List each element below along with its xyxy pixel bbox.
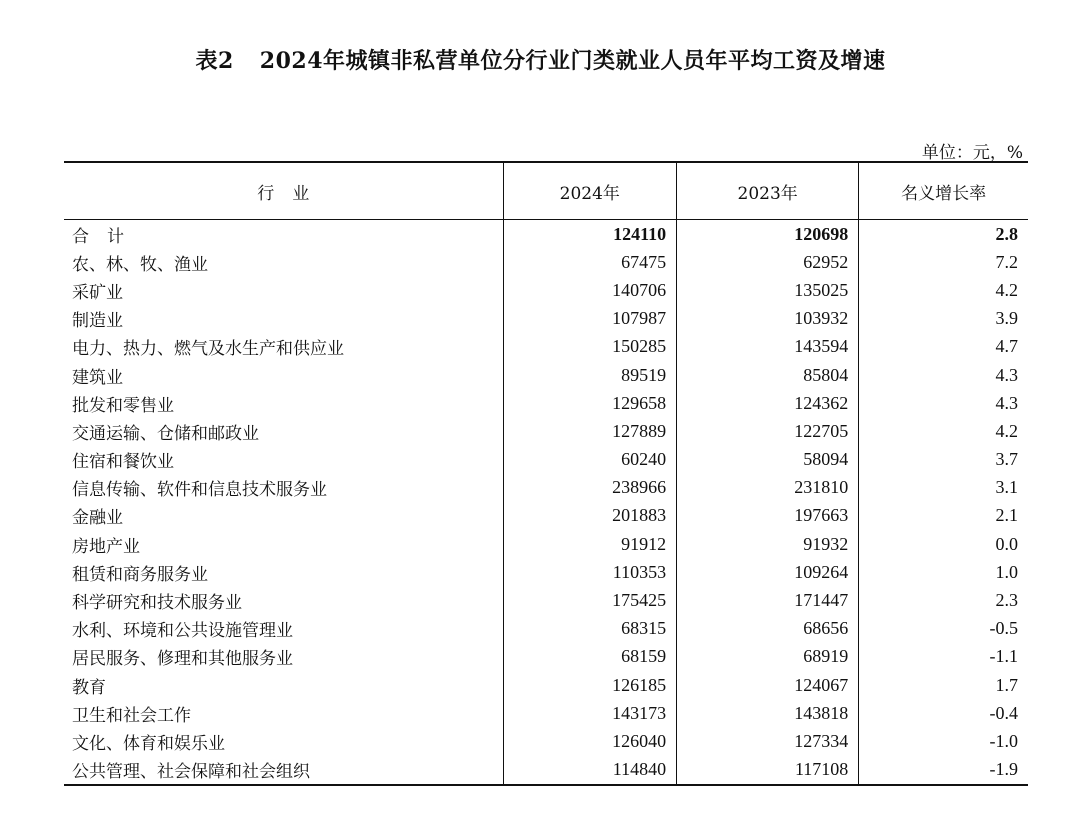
wage-2023-cell: 68919 (677, 643, 859, 671)
industry-cell (64, 361, 503, 389)
wage-2023-cell: 122705 (677, 417, 859, 445)
industry-name: 科学研究和技术服务业 (72, 593, 242, 614)
growth-rate-cell: 3.9 (859, 305, 1028, 333)
total-row (64, 220, 1028, 249)
wage-2024-cell: 140706 (503, 276, 677, 304)
wage-2023-cell: 68656 (677, 615, 859, 643)
industry-cell (64, 417, 503, 445)
industry-cell (64, 530, 503, 558)
table-title (0, 44, 1081, 75)
table-row (64, 671, 1028, 699)
wage-2024-cell: 107987 (503, 305, 677, 333)
wage-2023-cell: 109264 (677, 558, 859, 586)
wage-2024-cell: 126185 (503, 671, 677, 699)
wage-2024-cell: 68315 (503, 615, 677, 643)
growth-rate-cell: 4.7 (859, 333, 1028, 361)
wage-2023-cell: 103932 (677, 305, 859, 333)
wage-2024-cell: 127889 (503, 417, 677, 445)
wage-2023-cell: 120698 (677, 220, 859, 249)
industry-cell (64, 220, 503, 249)
wage-2023-cell: 197663 (677, 502, 859, 530)
industry-name: 公共管理、社会保障和社会组织 (72, 762, 310, 783)
industry-cell (64, 699, 503, 727)
table-row (64, 530, 1028, 558)
industry-cell (64, 756, 503, 785)
industry-cell (64, 615, 503, 643)
table-row (64, 333, 1028, 361)
industry-cell (64, 446, 503, 474)
header-2023: 2023年 (677, 162, 859, 220)
industry-name: 批发和零售业 (72, 395, 174, 416)
industry-name: 文化、体育和娱乐业 (72, 733, 225, 754)
table-row (64, 586, 1028, 614)
table-row (64, 248, 1028, 276)
industry-cell (64, 248, 503, 276)
wage-2024-cell: 175425 (503, 586, 677, 614)
wage-2024-cell: 67475 (503, 248, 677, 276)
wage-2023-cell: 91932 (677, 530, 859, 558)
growth-rate-cell: -1.9 (859, 756, 1028, 785)
wage-2024-cell: 126040 (503, 727, 677, 755)
growth-rate-cell: 2.1 (859, 502, 1028, 530)
industry-name: 居民服务、修理和其他服务业 (72, 649, 293, 670)
industry-name: 水利、环境和公共设施管理业 (72, 621, 293, 642)
wage-2023-cell: 85804 (677, 361, 859, 389)
industry-cell (64, 671, 503, 699)
industry-name: 交通运输、仓储和邮政业 (72, 423, 259, 444)
table-title-text: 2024年城镇非私营单位分行业门类就业人员年平均工资及增速 (259, 48, 886, 74)
growth-rate-cell: 4.3 (859, 361, 1028, 389)
wage-2024-cell: 60240 (503, 446, 677, 474)
growth-rate-cell: 2.8 (859, 220, 1028, 249)
table-row (64, 417, 1028, 445)
wage-2024-cell: 201883 (503, 502, 677, 530)
wage-2024-cell: 110353 (503, 558, 677, 586)
industry-name: 租赁和商务服务业 (72, 564, 208, 585)
wage-2024-cell: 114840 (503, 756, 677, 785)
table-row (64, 361, 1028, 389)
industry-cell (64, 474, 503, 502)
industry-cell (64, 389, 503, 417)
wage-2023-cell: 143818 (677, 699, 859, 727)
wage-2023-cell: 58094 (677, 446, 859, 474)
wage-2023-cell: 117108 (677, 756, 859, 785)
wage-2023-cell: 124362 (677, 389, 859, 417)
industry-cell (64, 305, 503, 333)
wage-2023-cell: 231810 (677, 474, 859, 502)
industry-cell (64, 558, 503, 586)
header-row (64, 162, 1028, 220)
industry-cell (64, 276, 503, 304)
industry-cell (64, 727, 503, 755)
growth-rate-cell: -0.4 (859, 699, 1028, 727)
industry-name: 住宿和餐饮业 (72, 452, 174, 473)
growth-rate-cell: 4.3 (859, 389, 1028, 417)
growth-rate-cell: 3.1 (859, 474, 1028, 502)
wage-2023-cell: 143594 (677, 333, 859, 361)
table-row (64, 727, 1028, 755)
growth-rate-cell: 0.0 (859, 530, 1028, 558)
industry-name: 信息传输、软件和信息技术服务业 (72, 480, 327, 501)
growth-rate-cell: 7.2 (859, 248, 1028, 276)
wage-2024-cell: 68159 (503, 643, 677, 671)
wage-2024-cell: 129658 (503, 389, 677, 417)
header-2024: 2024年 (503, 162, 677, 220)
wage-2024-cell: 89519 (503, 361, 677, 389)
growth-rate-cell: 1.0 (859, 558, 1028, 586)
industry-name: 制造业 (72, 311, 123, 332)
table-number: 表2 (195, 48, 234, 74)
table-row (64, 615, 1028, 643)
growth-rate-cell: 2.3 (859, 586, 1028, 614)
industry-name: 电力、热力、燃气及水生产和供应业 (72, 339, 344, 360)
table-row (64, 756, 1028, 785)
wage-2024-cell: 91912 (503, 530, 677, 558)
industry-cell (64, 643, 503, 671)
wage-2023-cell: 62952 (677, 248, 859, 276)
growth-rate-cell: -1.1 (859, 643, 1028, 671)
industry-name: 农、林、牧、渔业 (72, 254, 208, 275)
industry-name: 建筑业 (72, 367, 123, 388)
wage-2023-cell: 135025 (677, 276, 859, 304)
table-row (64, 558, 1028, 586)
wage-2023-cell: 127334 (677, 727, 859, 755)
wage-table (64, 161, 1028, 786)
wage-2023-cell: 171447 (677, 586, 859, 614)
growth-rate-cell: -0.5 (859, 615, 1028, 643)
industry-name: 合计 (72, 226, 142, 247)
table-row (64, 699, 1028, 727)
wage-2024-cell: 143173 (503, 699, 677, 727)
industry-name: 教育 (72, 677, 106, 698)
table-row (64, 305, 1028, 333)
table-body (64, 220, 1028, 785)
table-row (64, 643, 1028, 671)
header-growth-rate: 名义增长率 (859, 162, 1028, 220)
table-row (64, 474, 1028, 502)
wage-2023-cell: 124067 (677, 671, 859, 699)
industry-name: 金融业 (72, 508, 123, 529)
industry-name: 房地产业 (72, 536, 140, 557)
table-row (64, 502, 1028, 530)
growth-rate-cell: 3.7 (859, 446, 1028, 474)
industry-cell (64, 502, 503, 530)
unit-note: 单位：元，% (921, 143, 1023, 163)
table-row (64, 446, 1028, 474)
header-industry: 行业 (64, 162, 503, 220)
table-row (64, 389, 1028, 417)
industry-cell (64, 333, 503, 361)
industry-name: 卫生和社会工作 (72, 705, 191, 726)
growth-rate-cell: -1.0 (859, 727, 1028, 755)
table-row (64, 276, 1028, 304)
wage-2024-cell: 238966 (503, 474, 677, 502)
growth-rate-cell: 4.2 (859, 417, 1028, 445)
wage-2024-cell: 150285 (503, 333, 677, 361)
growth-rate-cell: 1.7 (859, 671, 1028, 699)
growth-rate-cell: 4.2 (859, 276, 1028, 304)
wage-2024-cell: 124110 (503, 220, 677, 249)
industry-cell (64, 586, 503, 614)
industry-name: 采矿业 (72, 282, 123, 303)
